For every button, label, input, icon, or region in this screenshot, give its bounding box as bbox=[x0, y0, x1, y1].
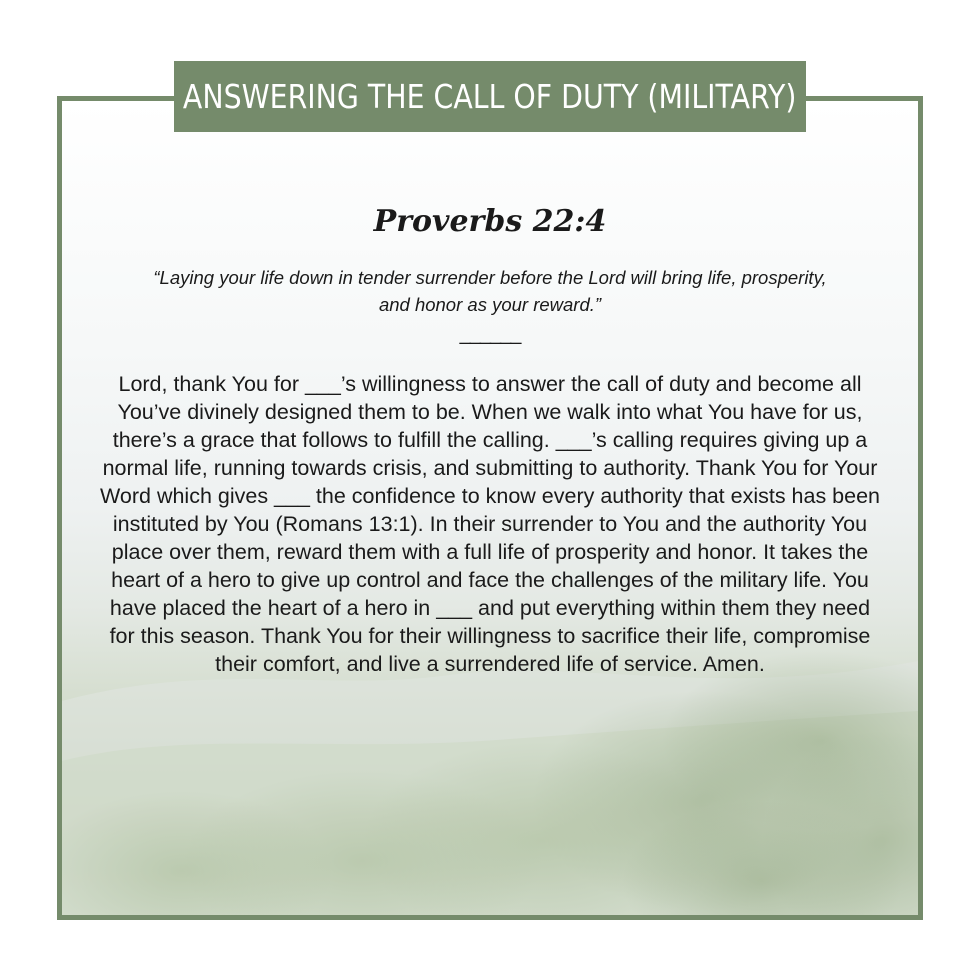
page-title: ANSWERING THE CALL OF DUTY (MILITARY) bbox=[183, 77, 797, 116]
title-banner bbox=[174, 61, 806, 132]
prayer-text: Lord, thank You for ___’s willingness to answer the call of duty and become all You’ve divinely designed them to be. When we walk into what You have for us, there’s a grace that follows to fulfill the calling. ___’s calling requires giving up a normal life, running towards crisis, and submitting to authority. Thank You for Your Word which gives ___ the confidence to know every authority that exists has been instituted by You (Romans 13:1). In their surrender to You and the authority You place over them, reward them with a full life of prosperity and honor. It takes the heart of a hero to give up control and face the challenges of the military life. You have placed the heart of a hero in ___ and put everything within them they need for this season. Thank You for their willingness to sacrifice their life, compromise their comfort, and live a surrendered life of service. Amen. bbox=[100, 372, 881, 676]
verse-text: “Laying your life down in tender surrender before the Lord will bring life, prosperity, and honor as your reward.” bbox=[153, 267, 827, 315]
divider-line: ______ bbox=[459, 323, 521, 345]
verse-reference: Proverbs 22:4 bbox=[373, 204, 607, 239]
content-area bbox=[60, 200, 920, 678]
